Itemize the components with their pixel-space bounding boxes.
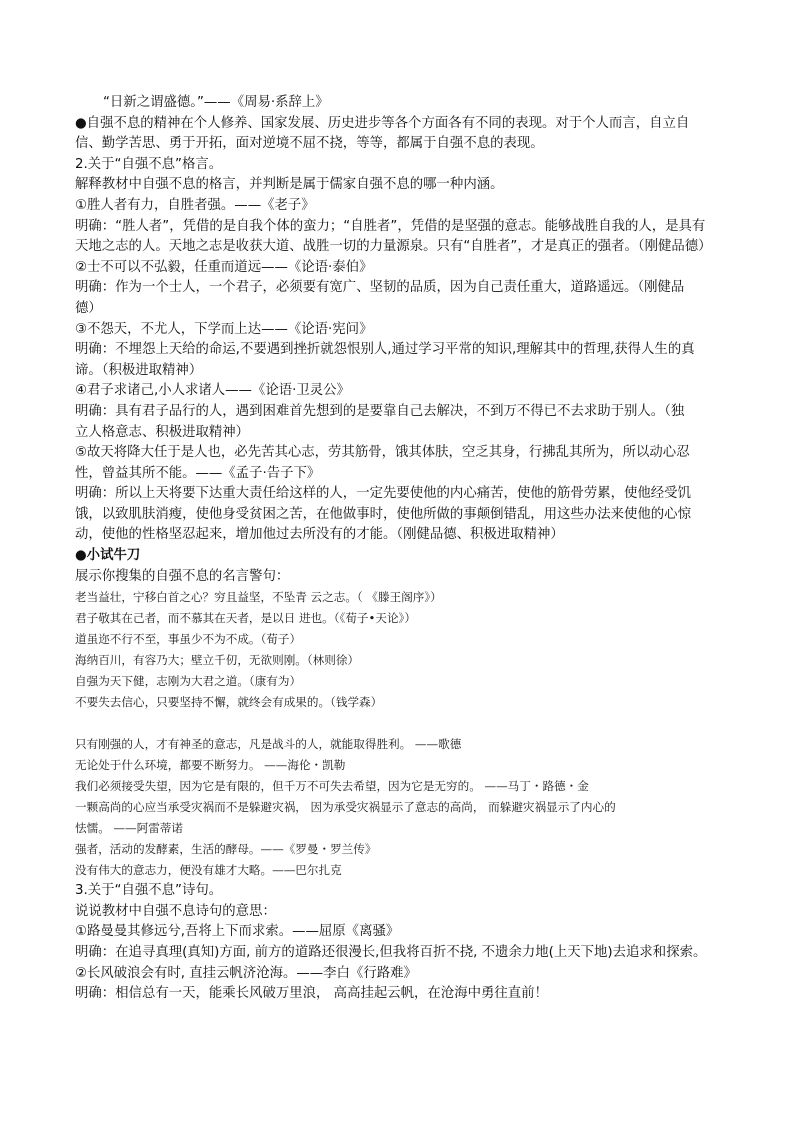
section-heading: 3.关于“自强不息”诗句。	[75, 883, 223, 899]
explanation-line: 明确：所以上天将要下达重大责任给这样的人，一定先要使他的内心痛苦，使他的筋骨劳累，使他经受饥	[75, 486, 691, 502]
bullet-paragraph: ●自强不息的精神在个人修养、国家发展、历史进步等各个方面各有不同的表现。对于个人而言，自立自	[75, 115, 690, 131]
explanation-line: 谛。（积极进取精神）	[75, 362, 203, 378]
maxim-item: ⑤故天将降大任于是人也，必先苦其心志，劳其筋骨，饿其体肤，空乏其身，行拂乱其所为，所以动心忍	[75, 445, 690, 461]
quote-line: 没有伟大的意志力，便没有雄才大略。——巴尔扎克	[75, 863, 342, 878]
maxim-item: ④君子求诸己,小人求诸人——《论语·卫灵公》	[75, 383, 350, 399]
blank-spacer	[75, 713, 725, 734]
explanation-line: 饿，以致肌肤消瘦，使他身受贫困之苦，在他做事时，使他所做的事颠倒错乱，用这些办法来使他的心惊	[75, 506, 691, 522]
quote-line: 不要失去信心，只要坚持不懈，就终会有成果的。（钱学森）	[75, 695, 383, 710]
explanation-line: 明确：不埋怨上天给的命运,不要遇到挫折就怨恨别人,通过学习平常的知识,理解其中的哲理,获得人生的真	[75, 342, 695, 358]
maxim-item: ①胜人者有力，自胜者强。——《老子》	[75, 197, 315, 213]
quote-zhouyi: “日新之谓盛德。”——《周易·系辞上》	[103, 95, 329, 110]
text-line: 信、勤学苦思、勇于开拓，面对逆境不屈不挠，等等，都属于自强不息的表现。	[75, 136, 544, 152]
poem-item: ①路曼曼其修远兮,吾将上下而求索。——屈原《离骚》	[75, 924, 400, 940]
instruction-line: 说说教材中自强不息诗句的意思：	[75, 903, 276, 919]
page-content	[75, 93, 725, 1005]
explanation-line: 德）	[75, 300, 102, 316]
explanation-line: 明确：在追寻真理(真知)方面, 前方的道路还很漫长,但我将百折不挠, 不遗余力地(上天下地)去追求和探索。	[75, 945, 707, 961]
quote-line: 道虽迩不行不至，事虽少不为不成。（荀子）	[75, 632, 302, 647]
instruction-line: 展示你搜集的自强不息的名言警句：	[75, 568, 290, 584]
quote-line: 怯懦。 ——阿雷蒂诺	[75, 821, 184, 836]
section-heading: 2.关于“自强不息”格言。	[75, 156, 223, 172]
quote-line: 无论处于什么环境，都要不断努力。 ——海伦・凯勒	[75, 758, 346, 773]
explanation-line: 立人格意志、积极进取精神）	[75, 424, 250, 440]
explanation-line: 明确：“胜人者”，凭借的是自我个体的蛮力；“自胜者”，凭借的是坚强的意志。能够战胜自我的人，是具有	[75, 218, 706, 234]
quote-line: 一颗高尚的心应当承受灾祸而不是躲避灾祸， 因为承受灾祸显示了意志的高尚， 而躲避灾祸显示了内心的	[75, 800, 616, 815]
explanation-line: 明确：具有君子品行的人，遇到困难首先想到的是要靠自己去解决，不到万不得已不去求助于别人。（独	[75, 403, 685, 419]
instruction-line: 解释教材中自强不息的格言，并判断是属于儒家自强不息的哪一种内涵。	[75, 177, 504, 193]
quote-line: 君子敬其在己者，而不慕其在天者，是以日 进也。（《荀子•天论》）	[75, 611, 416, 626]
explanation-line: 天地之志的人。天地之志是收获大道、战胜一切的力量源泉。只有“自胜者”，才是真正的强者。（刚健品德）	[75, 239, 712, 255]
quote-line: 老当益壮，宁移白首之心？穷且益坚，不坠青 云之志。（ 《滕王阁序》）	[75, 590, 442, 605]
maxim-item: ②士不可以不弘毅，任重而道远——《论语·泰伯》	[75, 259, 373, 275]
quote-line: 只有刚强的人，才有神圣的意志，凡是战斗的人，就能取得胜利。 ——歌德	[75, 737, 462, 752]
poem-item: ②长风破浪会有时, 直挂云帆济沧海。——李白《行路难》	[75, 965, 417, 981]
explanation-line: 明确：相信总有一天，能乘长风破万里浪， 高高挂起云帆，在沧海中勇往直前！	[75, 986, 548, 1002]
quote-line: 我们必须接受失望，因为它是有限的，但千万不可失去希望，因为它是无穷的。 ——马丁・路德・金	[75, 779, 589, 794]
quote-line: 强者，活动的发酵素，生活的酵母。——《罗曼・罗兰传》	[75, 842, 377, 857]
maxim-item: 性，曾益其所不能。——《孟子·告子下》	[75, 465, 321, 481]
maxim-item: ③不怨天，不尤人，下学而上达——《论语·宪问》	[75, 321, 373, 337]
quote-line: 海纳百川，有容乃大；壁立千仞，无欲则刚。（林则徐）	[75, 653, 360, 668]
explanation-line: 明确：作为一个士人，一个君子，必须要有宽广、坚韧的品质，因为自己责任重大，道路遥远。（刚健品	[75, 280, 685, 296]
practice-heading: ●小试牛刀	[75, 548, 141, 564]
explanation-line: 动，使他的性格坚忍起来，增加他过去所没有的才能。（刚健品德、积极进取精神）	[75, 527, 564, 543]
quote-line: 自强为天下健，志刚为大君之道。（康有为）	[75, 674, 302, 689]
